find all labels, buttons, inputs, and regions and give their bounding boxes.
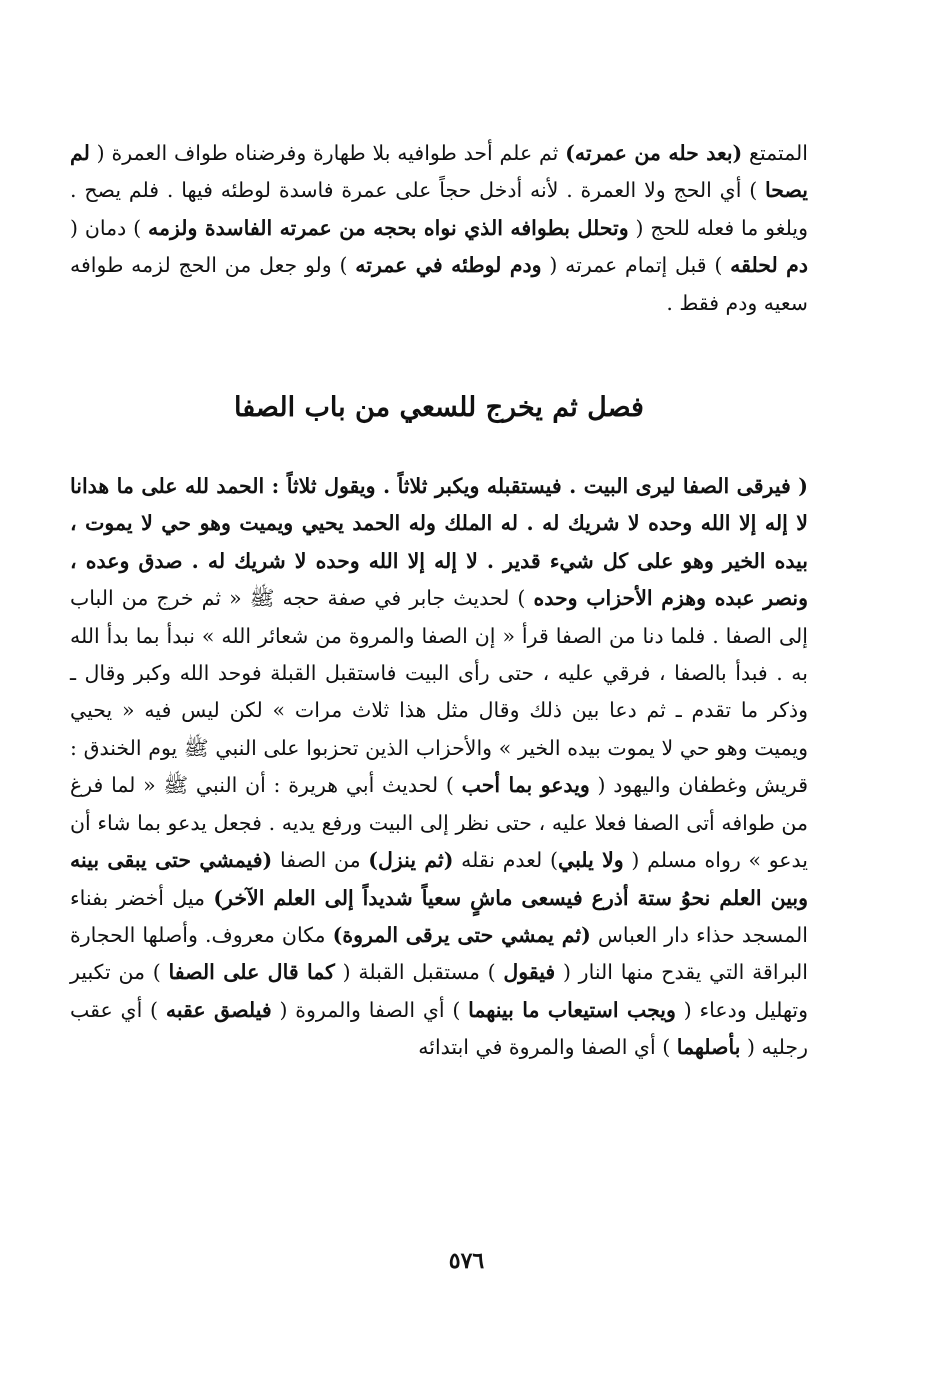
sharh-text-segment: ) لحديث أبي هريرة : أن النبي ﷺ « لما فرغ من طوافه أتى الصفا فعلا عليه ، حتى نظر إلى البيت ورفع يديه . فجعل يدعو بما شاء أن يدعو » رواه مسلم ( [70, 773, 808, 873]
sharh-text-segment: ) مستقبل القبلة ( [334, 960, 504, 985]
matn-text-segment: وتحلل بطوافه الذي نواه بحجه من عمرته الفاسدة ولزمه [148, 215, 629, 240]
sharh-text-segment: ) أي الصفا والمروة في ابتدائه [418, 1035, 677, 1060]
sharh-text-segment: ) من تكبير وتهليل ودعاء ( [70, 960, 808, 1022]
matn-text-segment: كما قال على الصفا [168, 960, 335, 985]
matn-text-segment: (بعد حله من عمرته) [565, 141, 743, 165]
sharh-text-segment: ) أي الصفا والمروة ( [271, 997, 469, 1022]
sharh-text-segment: ) أي عقب رجليه ( [70, 997, 808, 1060]
sharh-text-segment: المتمتع [742, 141, 808, 165]
matn-text-segment: ويجب استيعاب ما بينهما [468, 997, 676, 1022]
matn-text-segment: ودم لوطئه في عمرته [355, 253, 542, 278]
sharh-text-segment: من الصفا [272, 848, 369, 873]
matn-text-segment: (فيمشي حتى يبقى بينه وبين العلم نحوُ ستة أذرع فيسعى ماشٍ سعياً شديداً إلى العلم الآخر) [70, 848, 808, 910]
sharh-text-segment: ميل أخضر بفناء المسجد حذاء دار العباس [70, 885, 809, 947]
matn-text-segment: ولا يلبي [558, 848, 624, 873]
sharh-text-segment: ثم علم أحد طوافيه بلا طهارة وفرضناه طواف العمرة ( [89, 141, 566, 165]
sharh-text-segment: ) دمان ( [70, 215, 148, 240]
matn-text-segment: دم لحلقه [730, 253, 808, 278]
sharh-text-segment: ) لعدم نقله [453, 848, 559, 873]
sharh-text-segment: ) أي الحج ولا العمرة . لأنه أدخل حجاً على عمرة فاسدة لوطئه فيها . فلم يصح . ويلغو ما فعله للحج ( [70, 178, 808, 240]
sharh-text-segment: ) لحديث جابر في صفة حجه ﷺ « ثم خرج من الباب إلى الصفا . فلما دنا من الصفا قرأ « إن الصفا والمروة من شعائر الله » نبدأ بما بدأ الله به . فبدأ بالصفا ، فرقي عليه ، حتى رأى البيت فاستقبل القبلة فوحد الله وكبر وقال ـ وذكر ما تقدم ـ ثم دعا بين ذلك وقال مثل هذا ثلاث مرات » لكن ليس فيه « يحيي ويميت وهو حي لا يموت بيده الخير » والأحزاب الذين تحزبوا على النبي ﷺ يوم الخندق : قريش وغطفان واليهود ( [70, 586, 808, 798]
matn-text-segment: ويدعو بما أحب [461, 773, 590, 798]
page-number: ٥٧٦ [448, 1248, 485, 1274]
sharh-text-segment: ) ولو جعل من الحج لزمه طوافه سعيه ودم فقط . [70, 253, 808, 315]
matn-text-segment: فيلصق عقبه [165, 997, 272, 1022]
matn-text-segment: لم يصحا [70, 141, 808, 203]
matn-text-segment: (ثم يمشي حتى يرقى المروة) [332, 922, 591, 947]
matn-text-segment: (ثم ينزل) [368, 848, 454, 873]
matn-text-segment: فيقول [503, 960, 556, 985]
paragraph-1 [70, 135, 808, 322]
sharh-text-segment: مكان معروف. وأصلها الحجارة البراقة التي يقدح منها النار ( [70, 922, 808, 985]
matn-text-segment: بأصلهما [676, 1035, 741, 1060]
paragraph-2 [70, 468, 808, 1067]
sharh-text-segment: ) قبل إتمام عمرته ( [541, 253, 731, 278]
page-body [70, 135, 808, 1067]
matn-text-segment: ( فيرقى الصفا ليرى البيت . فيستقبله ويكبر ثلاثاً . ويقول ثلاثاً : الحمد لله على ما هدانا لا إله إلا الله وحده لا شريك له . له الملك وله الحمد يحيي ويميت وهو حي لا يموت ، بيده الخير وهو على كل شيء قدير . لا إله إلا الله وحده لا شريك له . صدق وعده ، ونصر عبده وهزم الأحزاب وحده [70, 474, 808, 611]
section-heading: فصل ثم يخرج للسعي من باب الصفا [234, 392, 644, 424]
